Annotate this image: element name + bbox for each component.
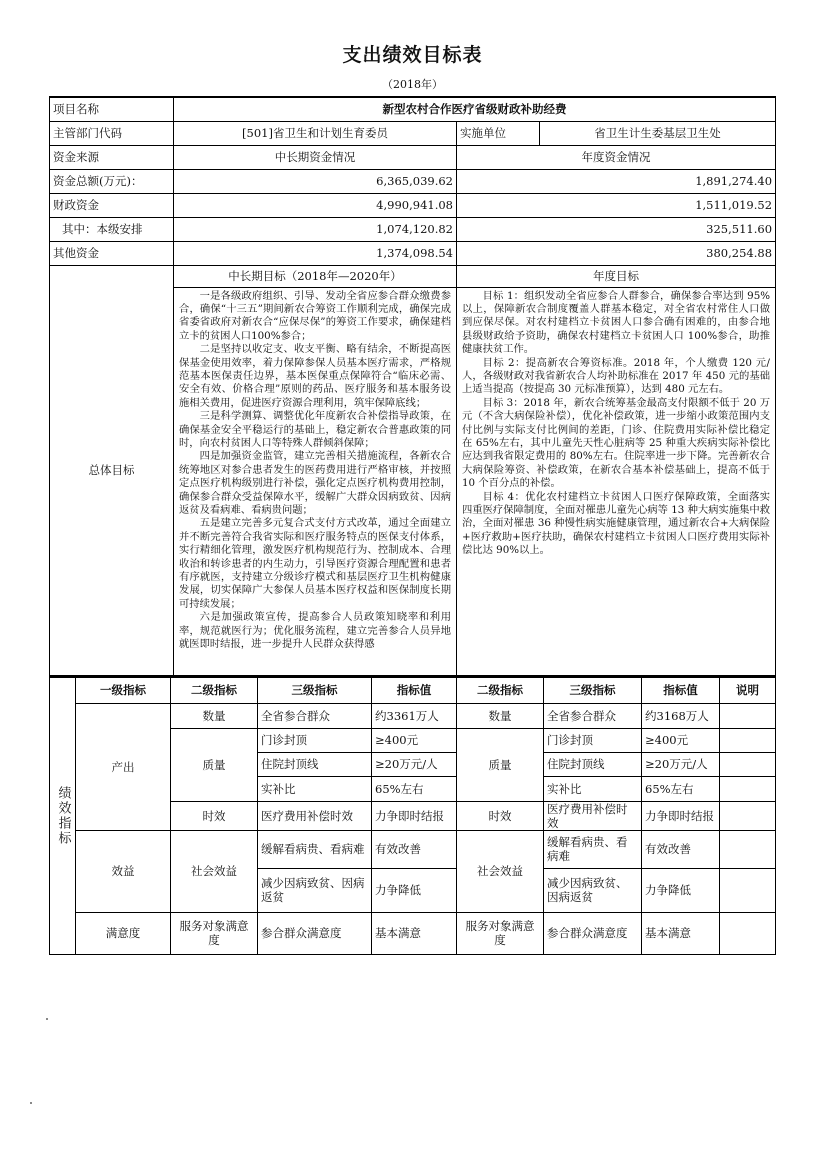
quality-label: 质量 [457,728,544,801]
mid-goal-head: 中长期目标（2018年—2020年） [174,265,457,287]
indicator-name: 住院封顶线 [544,752,642,776]
indicator-value: 基本满意 [642,912,720,954]
social-benefit-label: 社会效益 [171,830,258,912]
indicator-value: 基本满意 [372,912,457,954]
fund-mid-value: 1,374,098.54 [174,241,457,265]
header-level2: 二级指标 [171,677,258,703]
fund-mid-value: 4,990,941.08 [174,193,457,217]
header-value-year: 指标值 [642,677,720,703]
benefit-label: 效益 [76,830,171,912]
overall-goal-label: 总体目标 [50,265,174,675]
goal-paragraph: 六是加强政策宣传，提高参合人员政策知晓率和利用率，规范就医行为；优化服务流程，建立完善参合人员异地就医即时结报，进一步提升人民群众获得感 [179,611,451,651]
scan-speck [30,1102,32,1104]
goal-paragraph: 目标 2：提高新农合筹资标准。2018 年，个人缴费 120 元/人，各级财政对我省新农合人均补助标准在 2017 年 450 元的基础上适当提高（按提高 30 元标准预算），达到 480 元左右。 [462,356,771,396]
note-cell [720,868,776,912]
indicator-name: 全省参合群众 [544,703,642,728]
header-level1: 一级指标 [76,677,171,703]
output-label: 产出 [76,703,171,830]
fund-row-label: 财政资金 [50,193,174,217]
project-name-label: 项目名称 [50,97,174,121]
note-cell [720,912,776,954]
indicator-value: 力争降低 [642,868,720,912]
goal-paragraph: 一是各级政府组织、引导、发动全省应参合群众缴费参合，确保“十三五”期间新农合筹资工作顺利完成，确保完成省委省政府对新农合“应保尽保”的筹资工作要求，确保建档立卡的贫困人口100%参合； [179,289,451,342]
service-satisfaction-label: 服务对象满意度 [457,912,544,954]
indicator-value: 约3168万人 [642,703,720,728]
note-cell [720,801,776,830]
indicator-name: 参合群众满意度 [258,912,372,954]
indicator-value: 65%左右 [642,776,720,801]
indicator-value: 力争降低 [372,868,457,912]
indicator-name: 住院封顶线 [258,752,372,776]
indicator-value: ≥20万元/人 [372,752,457,776]
indicator-name: 缓解看病贵、看病难 [258,830,372,868]
goal-paragraph: 目标 3：2018 年，新农合统筹基金最高支付限额不低于 20 万元（不含大病保险补偿），优化补偿政策，进一步缩小政策范围内支付比例与实际支付比例间的差距，门诊、住院费用实际补偿比稳定在 65%左右，其中儿童先天性心脏病等 25 种重大疾病实际补偿比应达到我省限定费用的 80%左右。住院率进一步下降。完善新农合大病保险筹资、补偿政策，在新农合基本补偿基础上，提高不低于 10 个百分点的补偿。 [462,396,771,490]
header-note: 说明 [720,677,776,703]
header-level3: 三级指标 [258,677,372,703]
fund-year-value: 325,511.60 [457,217,776,241]
fund-year-value: 1,891,274.40 [457,169,776,193]
indicator-value: ≥400元 [372,728,457,752]
goal-paragraph: 二是坚持以收定支、收支平衡、略有结余，不断提高医保基金使用效率，着力保障参保人员基本医疗需求，严格规范基本医保责任边界，基本医保重点保障符合“临床必需、安全有效、价格合理”原则的药品、医疗服务和基本服务设施相关费用，促进医疗资源合理利用，筑牢保障底线； [179,343,451,409]
note-cell [720,703,776,728]
impl-unit-value: 省卫生计生委基层卫生处 [540,121,776,145]
note-cell [720,776,776,801]
indicator-value: ≥400元 [642,728,720,752]
goal-paragraph: 目标 4：优化农村建档立卡贫困人口医疗保障政策，全面落实四重医疗保障制度，全面对罹患儿童先心病等 13 种大病实施集中救治，全面对罹患 36 种慢性病实施健康管理，通过新农合+大病保险+医疗救助+医疗扶助，确保农村建档立卡贫困人口医疗费用实际补偿比达 90%以上。 [462,490,771,557]
indicator-name: 实补比 [544,776,642,801]
dept-code-value: [501]省卫生和计划生育委员 [174,121,457,145]
quantity-label: 数量 [171,703,258,728]
indicator-value: 力争即时结报 [372,801,457,830]
note-cell [720,752,776,776]
indicator-name: 实补比 [258,776,372,801]
indicator-name: 缓解看病贵、看病难 [544,830,642,868]
service-satisfaction-label: 服务对象满意度 [171,912,258,954]
scan-speck [46,1018,48,1020]
indicator-value: 力争即时结报 [642,801,720,830]
fund-source-label: 资金来源 [50,145,174,169]
project-name-value: 新型农村合作医疗省级财政补助经费 [174,97,776,121]
mid-fund-head: 中长期资金情况 [174,145,457,169]
funding-table [49,96,776,676]
fund-mid-value: 6,365,039.62 [174,169,457,193]
goal-paragraph: 三是科学测算、调整优化年度新农合补偿指导政策，在确保基金安全平稳运行的基础上，稳定新农合普惠政策的同时，向农村贫困人口等特殊人群倾斜保障； [179,410,451,449]
year-goal-head: 年度目标 [457,265,776,287]
timeliness-label: 时效 [171,801,258,830]
indicator-name: 参合群众满意度 [544,912,642,954]
fund-row-label: 其中：本级安排 [50,217,174,241]
header-level3-year: 三级指标 [544,677,642,703]
indicator-value: 有效改善 [642,830,720,868]
indicator-name: 减少因病致贫、因病返贫 [544,868,642,912]
quantity-label: 数量 [457,703,544,728]
indicator-table [49,676,776,955]
indicator-value: ≥20万元/人 [642,752,720,776]
indicator-name: 减少因病致贫、因病返贫 [258,868,372,912]
mid-goal-text [174,287,457,675]
indicator-name: 门诊封顶 [544,728,642,752]
note-cell [720,728,776,752]
indicator-name: 医疗费用补偿时效 [544,801,642,830]
impl-unit-label: 实施单位 [457,121,540,145]
indicator-name: 门诊封顶 [258,728,372,752]
indicator-name: 医疗费用补偿时效 [258,801,372,830]
goal-paragraph: 四是加强资金监管，建立完善相关措施流程，各新农合统筹地区对参合患者发生的医药费用进行严格审核，并按照定点医疗机构级别进行补偿，强化定点医疗机构费用控制，确保参合群众受益保障水平，缓解广大群众因病致贫、因病返贫及看病难、看病贵问题； [179,450,451,516]
performance-indicator-label: 绩效指标 [50,677,76,954]
fund-mid-value: 1,074,120.82 [174,217,457,241]
fund-row-label: 其他资金 [50,241,174,265]
goal-paragraph: 目标 1：组织发动全省应参合人群参合，确保参合率达到 95%以上，保障新农合制度覆盖人群基本稳定，对全省农村常住人口做到应保尽保。对农村建档立卡贫困人口参合确有困难的，由参合地县级财政给予资助，确保农村建档立卡贫困人口 100%参合，助推健康扶贫工作。 [462,289,771,356]
dept-code-label: 主管部门代码 [50,121,174,145]
indicator-value: 65%左右 [372,776,457,801]
fund-year-value: 1,511,019.52 [457,193,776,217]
goal-paragraph: 五是建立完善多元复合式支付方式改革，通过全面建立并不断完善符合我省实际和医疗服务特点的医保支付体系，实行精细化管理，激发医疗机构规范行为、控制成本、合理收治和转诊患者的内生动力，引导医疗资源合理配置和患者有序就医，支持建立分级诊疗模式和基层医疗卫生机构健康发展，切实保障广大参保人员基本医疗权益和医保制度长期可持续发展； [179,517,451,610]
indicator-value: 约3361万人 [372,703,457,728]
fund-year-value: 380,254.88 [457,241,776,265]
quality-label: 质量 [171,728,258,801]
satisfaction-label: 满意度 [76,912,171,954]
header-value: 指标值 [372,677,457,703]
note-cell [720,830,776,868]
year-goal-text [457,287,776,675]
year-label: （2018年） [382,78,443,91]
indicator-value: 有效改善 [372,830,457,868]
timeliness-label: 时效 [457,801,544,830]
fund-row-label: 资金总额(万元)： [50,169,174,193]
year-fund-head: 年度资金情况 [457,145,776,169]
social-benefit-label: 社会效益 [457,830,544,912]
indicator-name: 全省参合群众 [258,703,372,728]
page-title: 支出绩效目标表 [342,44,483,66]
header-level2-year: 二级指标 [457,677,544,703]
